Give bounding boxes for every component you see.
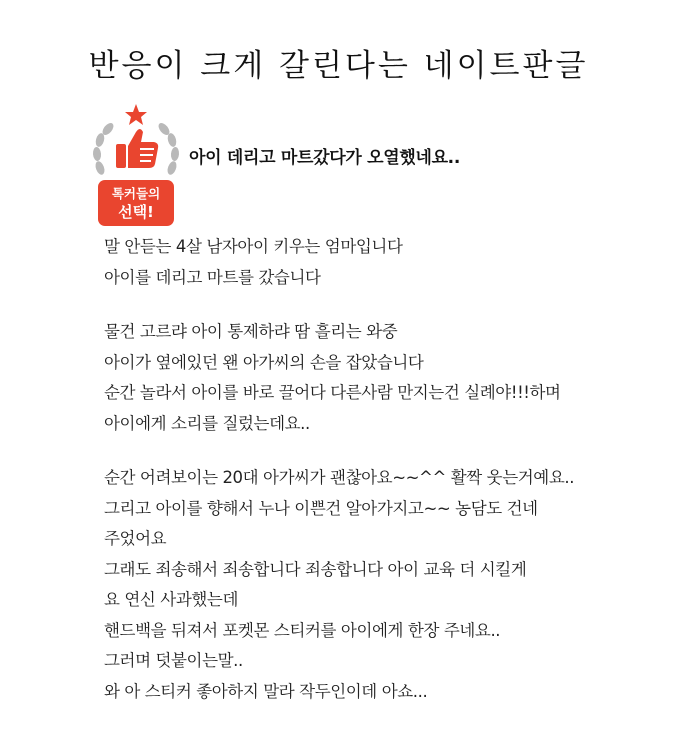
best-pick-badge: [90, 102, 182, 230]
body-line: 순간 어려보이는 20대 아가씨가 괜찮아요~~^^ 활짝 웃는거예요..: [104, 468, 575, 487]
body-line: 와 아 스티커 좋아하지 말라 작두인이데 아쇼...: [104, 681, 428, 701]
best-pick-label-line1: 톡커들의: [111, 186, 161, 201]
body-line: 그러며 덧붙이는말..: [104, 651, 243, 670]
body-line: 요 연신 사과했는데: [104, 590, 239, 609]
body-line: 그래도 죄송해서 죄송합니다 죄송합니다 아이 교육 더 시킬게: [104, 559, 527, 579]
body-line: 말 안듣는 4살 남자아이 키우는 엄마입니다: [104, 237, 403, 256]
page-title: 반응이 크게 갈린다는 네이트판글: [88, 48, 589, 84]
star-icon: [125, 104, 147, 125]
paragraph-2: [104, 317, 664, 439]
body-line: 그리고 아이를 향해서 누나 이쁜건 알아가지고~~ 농담도 건네: [104, 498, 538, 518]
post-body: [104, 232, 664, 731]
paragraph-1: [104, 232, 664, 293]
body-line: 순간 놀라서 아이를 바로 끌어다 다른사람 만지는건 실례야!!!하며: [104, 383, 561, 402]
paragraph-3: [104, 463, 664, 707]
thumbs-up-laurel-icon: [90, 102, 182, 182]
best-pick-label-line2: 선택!: [118, 203, 154, 221]
body-line: 아이를 데리고 마트를 갔습니다: [104, 267, 321, 287]
body-line: 아이에게 소리를 질렀는데요..: [104, 413, 310, 433]
body-line: 아이가 옆에있던 왠 아가씨의 손을 잡았습니다: [104, 352, 424, 372]
post-title: 아이 데리고 마트갔다가 오열했네요..: [189, 148, 461, 168]
body-line: 주었어요: [104, 529, 167, 548]
best-pick-label: [98, 180, 174, 226]
body-line: 물건 고르랴 아이 통제하랴 땀 흘리는 와중: [104, 322, 398, 341]
body-line: 핸드백을 뒤져서 포켓몬 스티커를 아이에게 한장 주네요..: [104, 620, 501, 640]
